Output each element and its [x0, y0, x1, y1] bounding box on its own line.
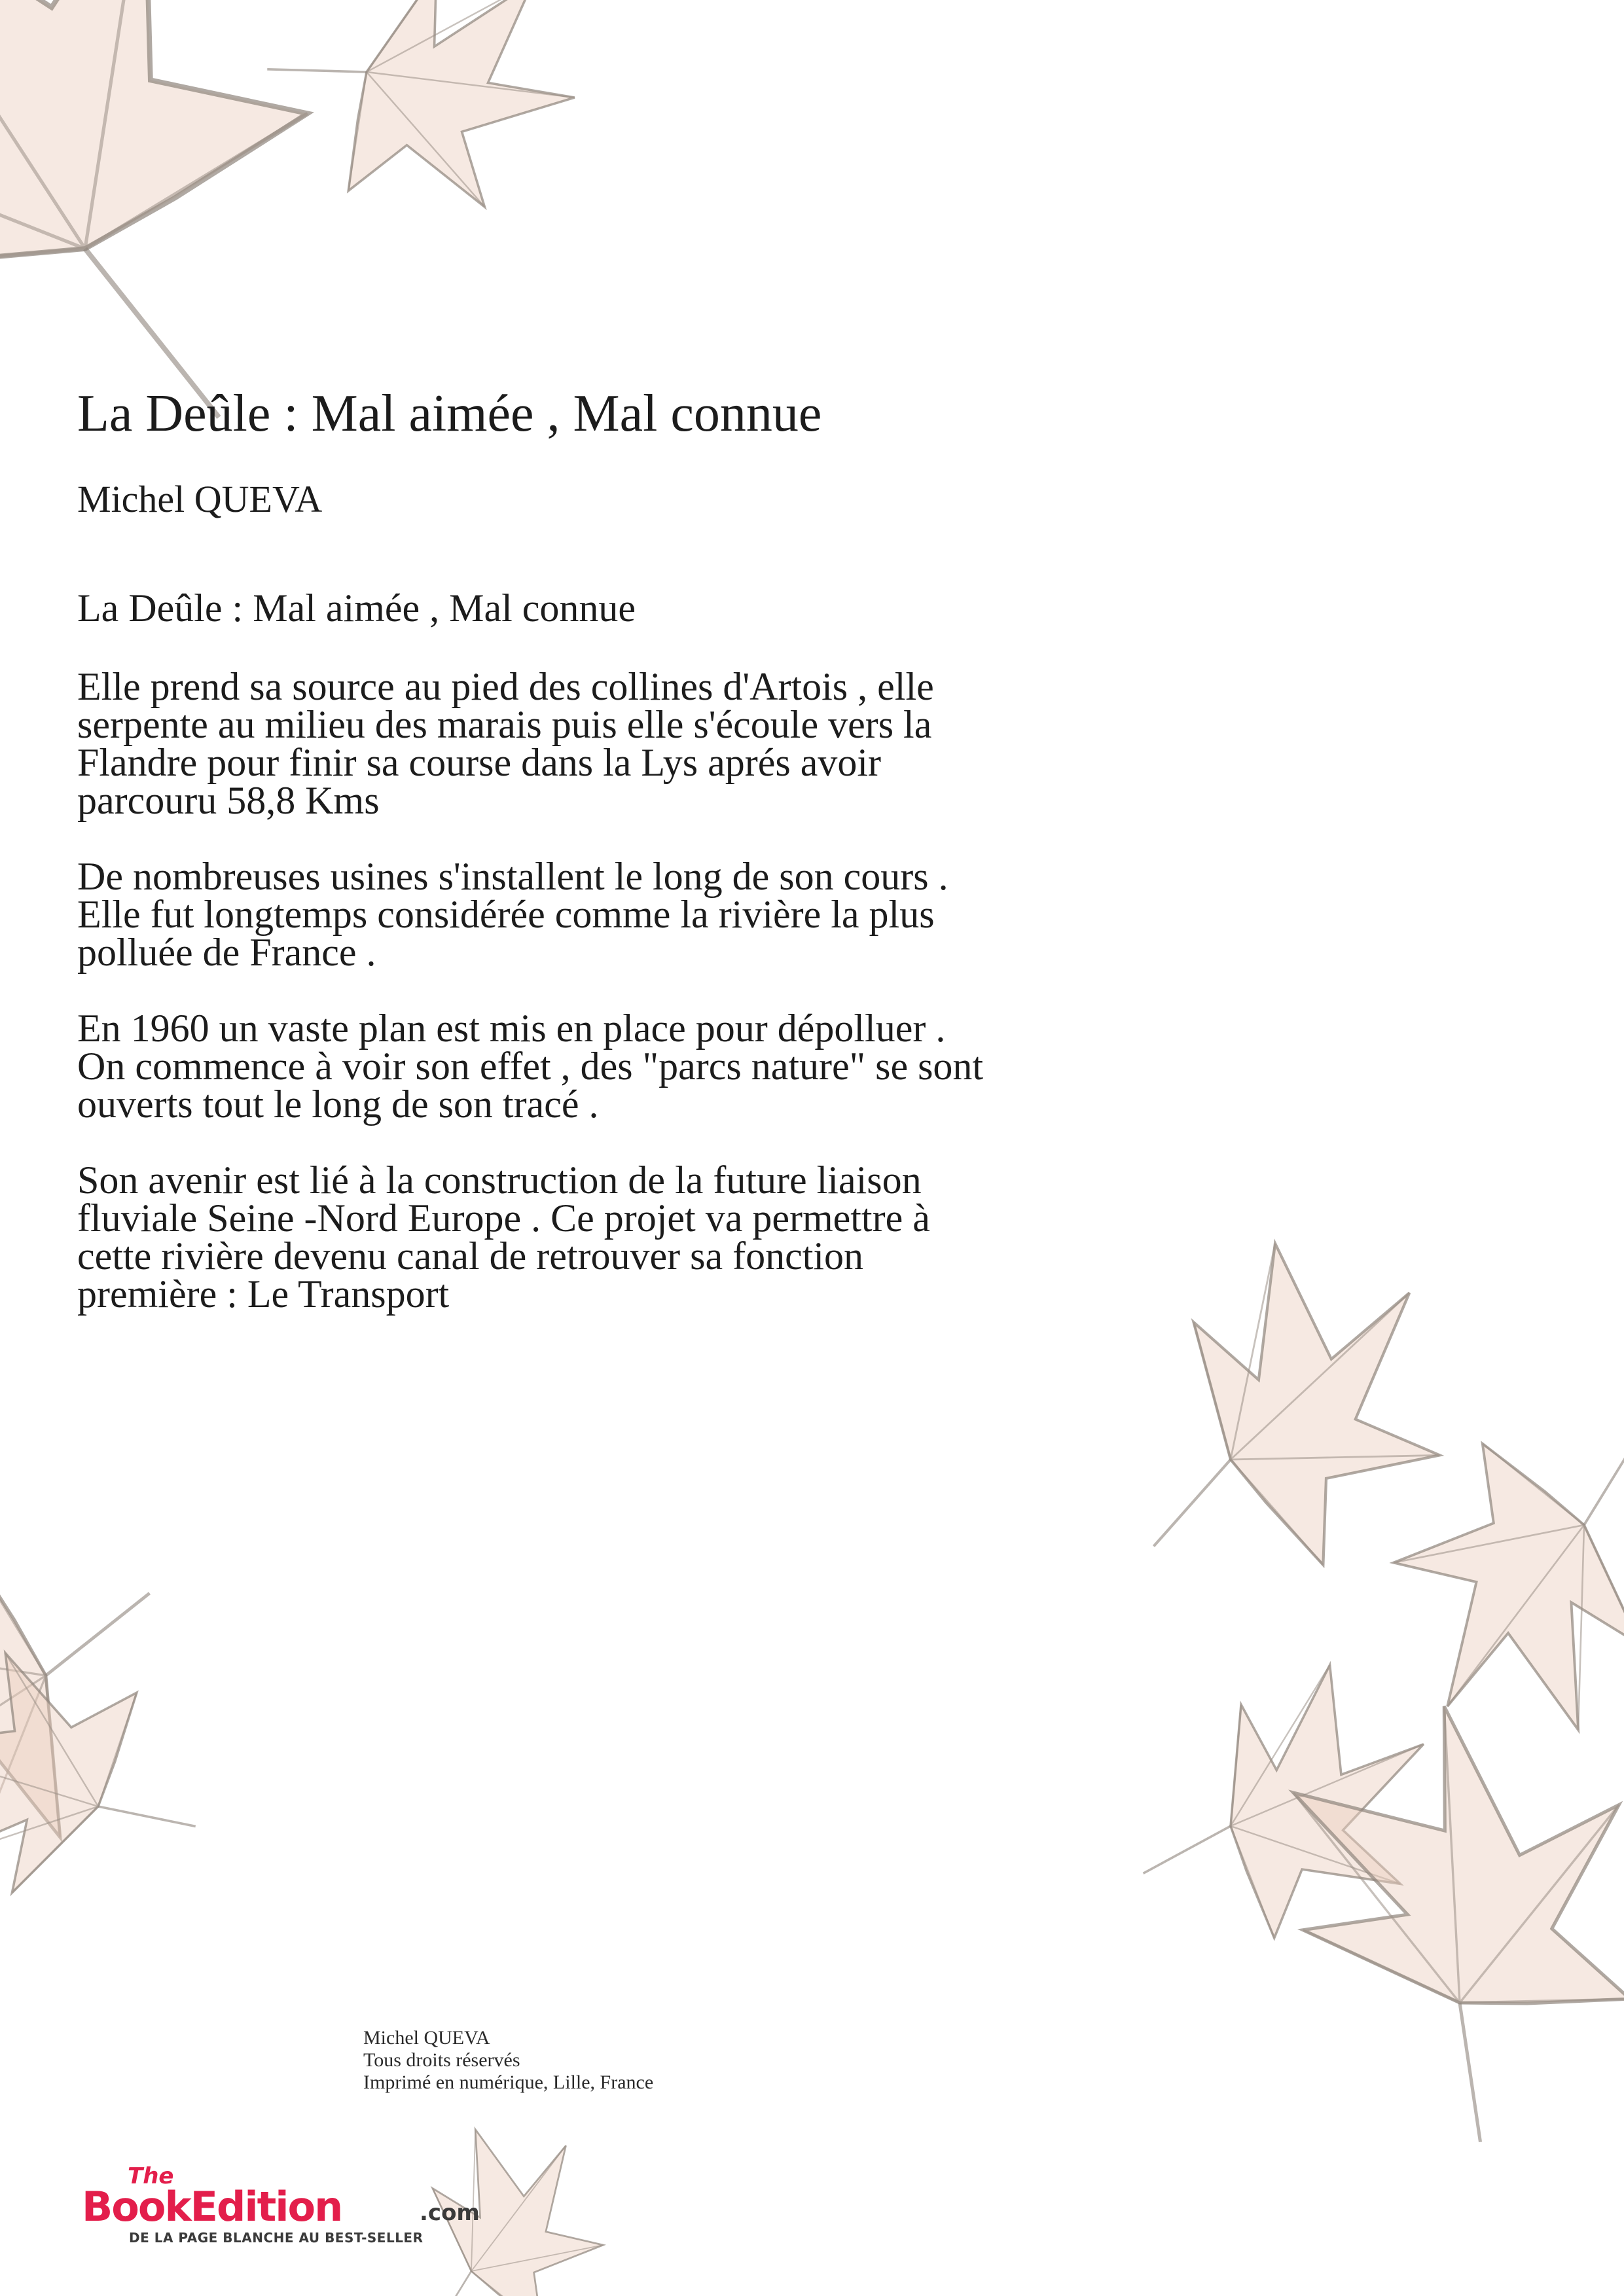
paragraph-pollution [77, 855, 1229, 974]
text-line: Elle prend sa source au pied des collines d'Artois , elle [77, 665, 934, 708]
body-heading: La Deûle : Mal aimée , Mal connue [77, 586, 636, 630]
author-name: Michel QUEVA [77, 478, 323, 520]
text-line: Elle fut longtemps considérée comme la rivière la plus [77, 893, 935, 936]
text-line: Son avenir est lié à la construction de la future liaison [77, 1158, 922, 1202]
paragraph-source [77, 665, 1229, 822]
text-line: cette rivière devenu canal de retrouver sa fonction [77, 1234, 864, 1278]
text-line: En 1960 un vaste plan est mis en place pour dépolluer . [77, 1007, 946, 1050]
text-line: De nombreuses usines s'installent le long de son cours . [77, 855, 948, 898]
logo-brand: BookEdition [82, 2183, 342, 2231]
paragraph-cleanup [77, 1007, 1229, 1126]
text-line: polluée de France . [77, 931, 376, 974]
publisher-logo [82, 2163, 488, 2246]
page-title: La Deûle : Mal aimée , Mal connue [77, 385, 822, 442]
leaf-bottom-right-a [1113, 1651, 1453, 1958]
colophon-author: Michel QUEVA [363, 2027, 490, 2049]
text-line: parcouru 58,8 Kms [77, 779, 380, 822]
text-line: ouverts tout le long de son tracé . [77, 1083, 599, 1126]
leaf-right-edge [1333, 1361, 1624, 1784]
colophon-printed: Imprimé en numérique, Lille, France [363, 2072, 654, 2093]
text-line: première : Le Transport [77, 1272, 450, 1316]
text-line: Flandre pour finir sa course dans la Lys aprés avoir [77, 741, 881, 784]
text-line: serpente au milieu des marais puis elle s'écoule vers la [77, 703, 932, 746]
leaf-top-left-small [238, 0, 607, 253]
paragraph-future [77, 1158, 1229, 1316]
colophon [363, 2027, 653, 2094]
leaf-top-left [0, 0, 395, 545]
logo-tagline: DE LA PAGE BLANCHE AU BEST-SELLER [129, 2230, 424, 2246]
colophon-rights: Tous droits réservés [363, 2049, 520, 2071]
body-text [77, 586, 1229, 1351]
logo-suffix: .com [420, 2200, 480, 2226]
logo-the: The [128, 2163, 174, 2189]
text-line: On commence à voir son effet , des "parcs nature" se sont [77, 1045, 984, 1088]
text-line: fluviale Seine -Nord Europe . Ce projet va permettre à [77, 1196, 930, 1240]
